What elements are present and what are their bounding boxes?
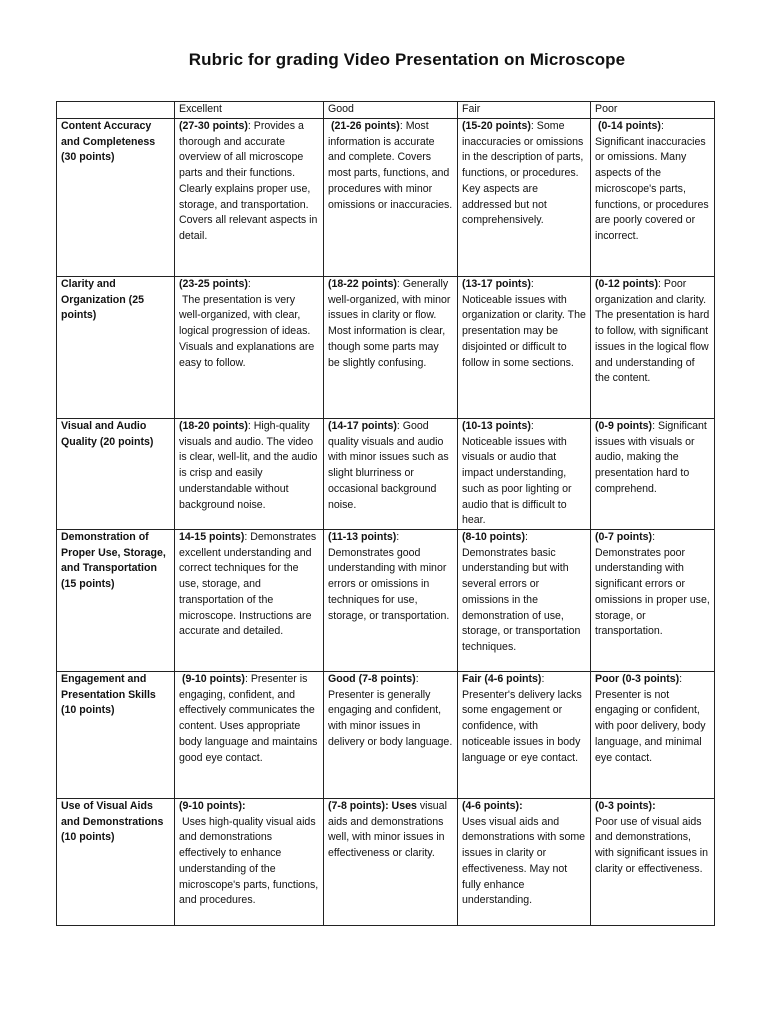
points-label: (13-17 points) [462, 278, 531, 290]
points-suffix: : [530, 278, 534, 290]
points-suffix: : [657, 278, 661, 290]
table-row [57, 119, 715, 277]
rating-cell-excellent [175, 799, 324, 926]
points-suffix: : [530, 420, 534, 432]
points-suffix: : Most [399, 120, 429, 132]
points-label: Poor (0-3 points) [595, 673, 680, 685]
points-label: (18-20 points) [179, 420, 248, 432]
criterion-cell: Engagement and Presentation Skills (10 points) [57, 672, 175, 799]
description-text: Presenter is generally engaging and confident, with minor issues in delivery or body language. [328, 688, 453, 748]
rating-cell-good [324, 119, 458, 277]
points-label: Good (7-8 points) [328, 673, 416, 685]
points-label: (0-7 points) [595, 531, 653, 543]
table-row [57, 530, 715, 672]
points-label: (7-8 points): Uses [328, 800, 417, 812]
description-text: information is accurate and complete. Covers most parts, functions, and procedures with minor omissions or inaccuracies. [328, 135, 453, 211]
points-suffix: : [247, 120, 251, 132]
points-label: (11-13 points) [328, 531, 397, 543]
points-suffix: : [247, 420, 251, 432]
description-text: Uses visual aids and demonstrations with some issues in clarity or effectiveness. May not fully enhance understanding. [462, 815, 586, 907]
points-label: (18-22 points) [328, 278, 397, 290]
rating-cell-good [324, 799, 458, 926]
points-label: (21-26 points) [330, 120, 400, 132]
criterion-cell: Content Accuracy and Completeness (30 points) [57, 119, 175, 277]
header-excellent: Excellent [175, 102, 324, 119]
points-suffix: : [679, 673, 683, 685]
rating-cell-poor [591, 672, 715, 799]
description-text: Noticeable issues with visuals or audio that impact understanding, such as poor lighting or audio that is difficult to hear. [462, 435, 572, 527]
rating-cell-poor [591, 419, 715, 530]
rating-cell-excellent [175, 119, 324, 277]
header-fair: Fair [458, 102, 591, 119]
header-poor: Poor [591, 102, 715, 119]
points-label: 14-15 points) [179, 531, 245, 543]
points-suffix: : [244, 531, 248, 543]
points-label: (23-25 points) [179, 278, 248, 290]
description-text: Poor use of visual aids and demonstrations, with significant issues in clarity or effectiveness. [595, 815, 709, 875]
rating-cell-fair [458, 530, 591, 672]
rating-cell-fair [458, 277, 591, 419]
points-suffix: : [415, 673, 419, 685]
rating-cell-poor [591, 277, 715, 419]
rating-cell-poor [591, 119, 715, 277]
points-suffix: : [396, 531, 400, 543]
criterion-cell: Visual and Audio Quality (20 points) [57, 419, 175, 530]
points-label: (15-20 points) [462, 120, 531, 132]
rating-cell-good [324, 277, 458, 419]
points-label: (0-14 points) [597, 120, 661, 132]
points-suffix: : [652, 531, 656, 543]
table-row [57, 799, 715, 926]
points-label: (8-10 points) [462, 531, 525, 543]
rating-cell-poor [591, 799, 715, 926]
description-text: Noticeable issues with organization or clarity. The presentation may be disjointed or difficult to follow in some sections. [462, 293, 586, 369]
rating-cell-excellent [175, 419, 324, 530]
points-label: (0-9 points) [595, 420, 653, 432]
header-good: Good [324, 102, 458, 119]
table-row [57, 672, 715, 799]
points-suffix: : [660, 120, 664, 132]
rating-cell-poor [591, 530, 715, 672]
header-row [57, 102, 715, 119]
table-row [57, 277, 715, 419]
points-label: (0-3 points): [595, 800, 656, 812]
description-text: Demonstrates excellent understanding and correct techniques for the use, storage, and transportation of the microscope. Instructions are accurate and detailed. [179, 531, 317, 638]
points-suffix: : [244, 673, 248, 685]
rating-cell-good [324, 672, 458, 799]
description-text: Poor organization and clarity. The presentation is hard to follow, with significant issues in the logical flow and understanding of the content. [595, 278, 710, 385]
rating-cell-fair [458, 799, 591, 926]
description-text: Demonstrates good understanding with minor errors or omissions in techniques for use, storage, or transportation. [328, 546, 450, 622]
points-label: (27-30 points) [179, 120, 248, 132]
description-text: High-quality visuals and audio. The video is clear, well-lit, and the audio is crisp and easily understandable without background noise. [179, 420, 318, 511]
description-text: Some inaccuracies or omissions in the description of parts, functions, or procedures. Key aspects are addressed but not comprehensively. [462, 120, 584, 227]
points-label: (10-13 points) [462, 420, 531, 432]
points-label: (9-10 points): [179, 800, 246, 812]
points-label: (14-17 points) [328, 420, 397, 432]
points-label: (4-6 points): [462, 800, 523, 812]
table-row [57, 419, 715, 530]
rating-cell-fair [458, 672, 591, 799]
points-suffix: : [652, 420, 656, 432]
points-suffix: : [396, 420, 400, 432]
description-text: Presenter is not engaging or confident, with poor delivery, body language, and minimal eye contact. [595, 688, 706, 764]
points-suffix: : [247, 278, 251, 290]
description-text: Significant issues with visuals or audio, making the presentation hard to comprehend. [595, 420, 707, 495]
description-text: Presenter is engaging, confident, and effectively communicates the content. Uses appropriate body language and maintains good eye contact. [179, 673, 318, 764]
rating-cell-good [324, 419, 458, 530]
description-text: Demonstrates poor understanding with significant errors or omissions in proper use, storage, or transportation. [595, 546, 710, 638]
rubric-table [56, 101, 715, 926]
description-text: Provides a thorough and accurate overview of all microscope parts and their functions. Clearly explains proper use, storage, and transportation. Covers all relevant aspects in detail. [179, 120, 318, 242]
points-suffix: : [530, 120, 534, 132]
points-label: (0-12 points) [595, 278, 658, 290]
description-text: Significant inaccuracies or omissions. Many aspects of the microscope's parts, functions, or procedures are poorly covered or incorrect. [595, 135, 709, 242]
description-text: Presenter's delivery lacks some engagement or confidence, with noticeable issues in body language or eye contact. [462, 688, 582, 764]
page-title: Rubric for grading Video Presentation on Microscope [188, 50, 626, 69]
description-text: Generally well-organized, with minor issues in clarity or flow. Most information is clear, though some parts may be slightly confusing. [328, 278, 451, 369]
description-text: Demonstrates basic understanding but with several errors or omissions in the demonstration of use, storage, or transportation techniques. [462, 546, 581, 653]
points-suffix: : [396, 278, 400, 290]
rating-cell-excellent [175, 530, 324, 672]
description-text: The presentation is very well-organized, with clear, logical progression of ideas. Visuals and explanations are easy to follow. [179, 293, 315, 369]
points-suffix: : [524, 531, 528, 543]
points-suffix: : [541, 673, 545, 685]
description-text: Uses high-quality visual aids and demonstrations effectively to enhance understanding of the microscope's parts, functions, and procedures. [179, 815, 319, 907]
criterion-cell: Use of Visual Aids and Demonstrations (10 points) [57, 799, 175, 926]
criterion-cell: Clarity and Organization (25 points) [57, 277, 175, 419]
points-label: (9-10 points) [181, 673, 245, 685]
criterion-cell: Demonstration of Proper Use, Storage, and Transportation (15 points) [57, 530, 175, 672]
rating-cell-excellent [175, 277, 324, 419]
rating-cell-fair [458, 419, 591, 530]
rating-cell-excellent [175, 672, 324, 799]
header-criterion [57, 102, 175, 119]
description-text: Good quality visuals and audio with minor issues such as slight blurriness or occasional background noise. [328, 420, 449, 511]
description-text: visual aids and demonstrations well, with minor issues in effectiveness or clarity. [328, 800, 447, 860]
points-label: Fair (4-6 points) [462, 673, 542, 685]
rating-cell-good [324, 530, 458, 672]
rating-cell-fair [458, 119, 591, 277]
